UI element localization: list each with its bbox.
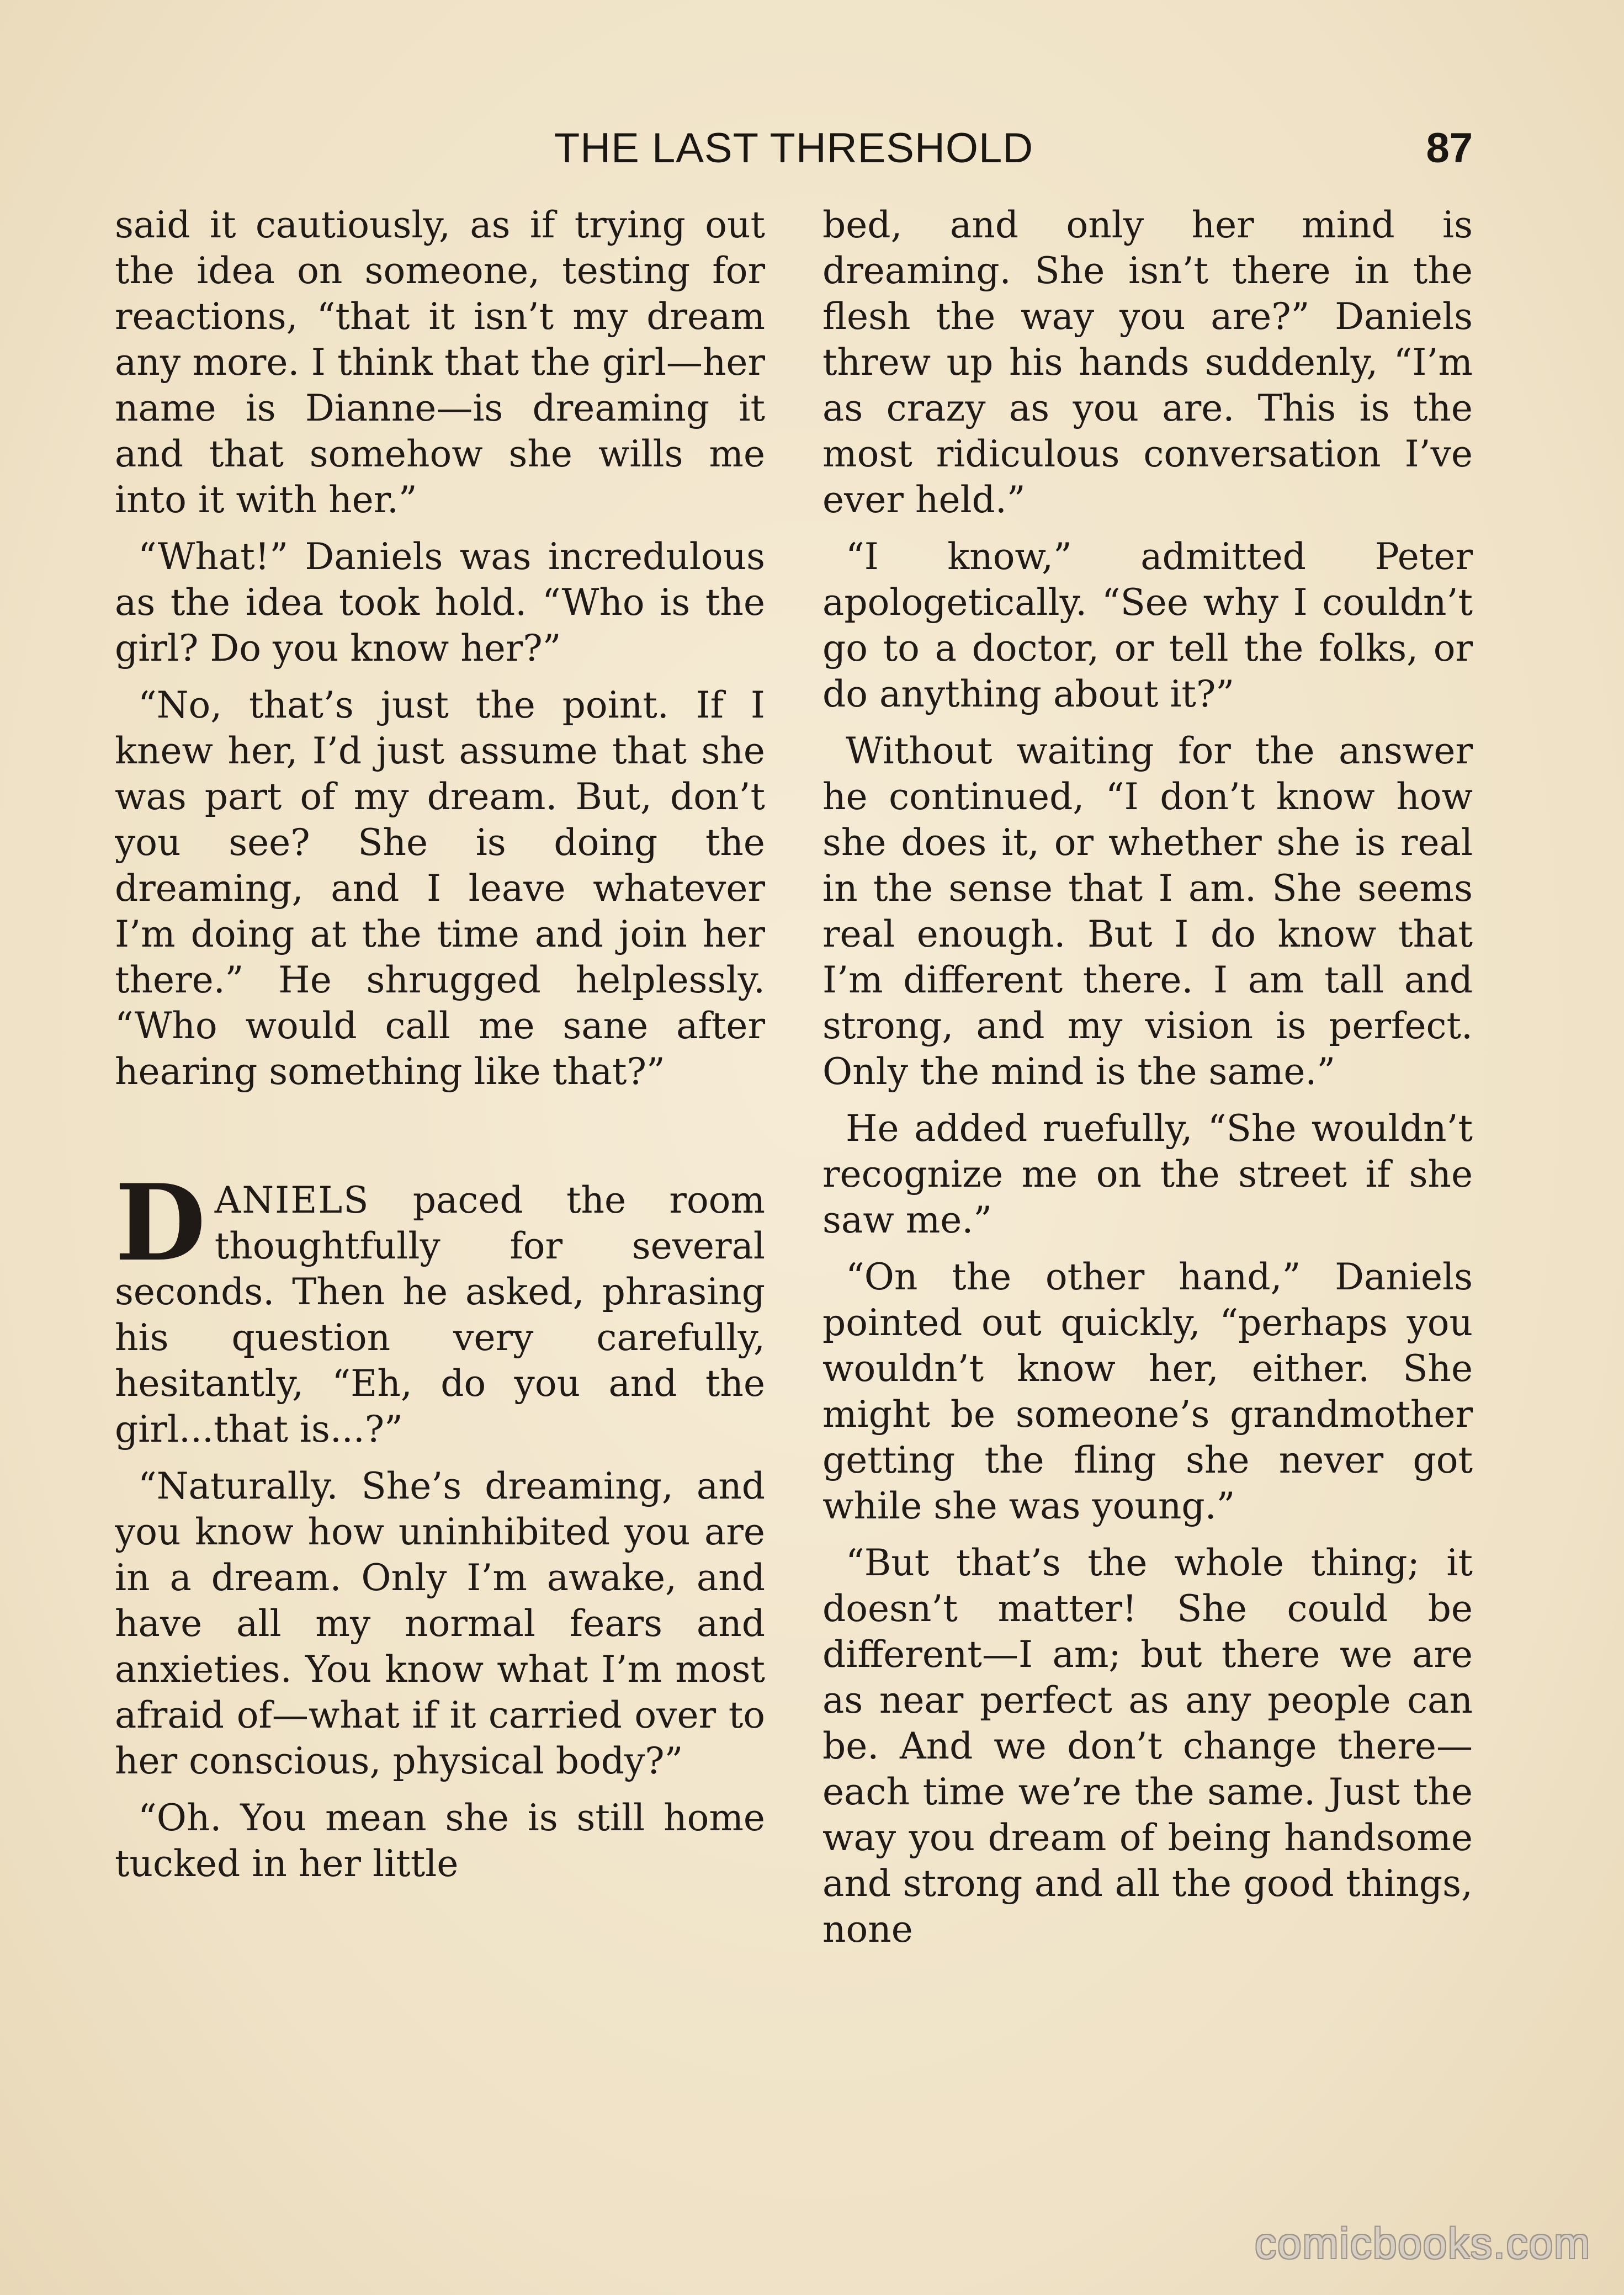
paragraph: “But that’s the whole thing; it doesn’t matter! She could be different—I am; but there we are as near perfect as any people can be. And we don’t change there—each time we’re the same. Just the way you dream of being handsome and strong and all the good things, none (822, 1542, 1473, 1951)
paragraph: He added ruefully, “She wouldn’t recognize me on the street if she saw me.” (822, 1107, 1473, 1241)
left-column (115, 202, 765, 2178)
paragraph: “On the other hand,” Daniels pointed out quickly, “perhaps you wouldn’t know her, either. She might be someone’s grandmother getting the fling she never got while she was young.” (822, 1256, 1473, 1527)
page-header (115, 124, 1473, 185)
watermark: comicbooks.com (1255, 2219, 1591, 2267)
page-number: 87 (1426, 125, 1473, 172)
paragraph: Without waiting for the answer he continued, “I don’t know how she does it, or whether she is real in the sense that I am. She seems real enough. But I do know that I’m different there. I am tall and strong, and my vision is perfect. Only the mind is the same.” (822, 730, 1473, 1093)
paragraph: “What!” Daniels was incredulous as the idea took hold. “Who is the girl? Do you know her?” (115, 535, 765, 670)
paragraph: said it cautiously, as if trying out the idea on someone, testing for reactions, “that it isn’t my dream any more. I think that the girl—her name is Dianne—is dreaming it and that somehow she wills me into it with her.” (115, 204, 765, 521)
paragraph: “No, that’s just the point. If I knew her, I’d just assume that she was part of my dream. But, don’t you see? She is doing the dreaming, and I leave whatever I’m doing at the time and join her there.” He shrugged helplessly. “Who would call me sane after hearing something like that?” (115, 684, 765, 1093)
drop-cap: D (115, 1161, 206, 1284)
paragraph: bed, and only her mind is dreaming. She isn’t there in the flesh the way you are?” Daniels threw up his hands suddenly, “I’m as crazy as you are. This is the most ridiculous conversation I’ve ever held.” (822, 204, 1473, 521)
section-opening-paragraph (115, 1161, 765, 1452)
paragraph: “I know,” admitted Peter apologetically. “See why I couldn’t go to a doctor, or tell the folks, or do anything about it?” (822, 535, 1473, 715)
right-column (822, 202, 1473, 2178)
paragraph: “Oh. You mean she is still home tucked in her little (115, 1797, 765, 1885)
paragraph-text: paced the room thoughtfully for several seconds. Then he asked, phrasing his question very carefully, hesitantly, “Eh, do you and the girl...that is...?” (115, 1179, 765, 1451)
paragraph: “Naturally. She’s dreaming, and you know how uninhibited you are in a dream. Only I’m awake, and have all my normal fears and anxieties. You know what I’m most afraid of—what if it carried over to her conscious, physical body?” (115, 1465, 765, 1782)
opening-word: ANIELS (214, 1179, 370, 1221)
running-title: THE LAST THRESHOLD (554, 125, 1034, 172)
